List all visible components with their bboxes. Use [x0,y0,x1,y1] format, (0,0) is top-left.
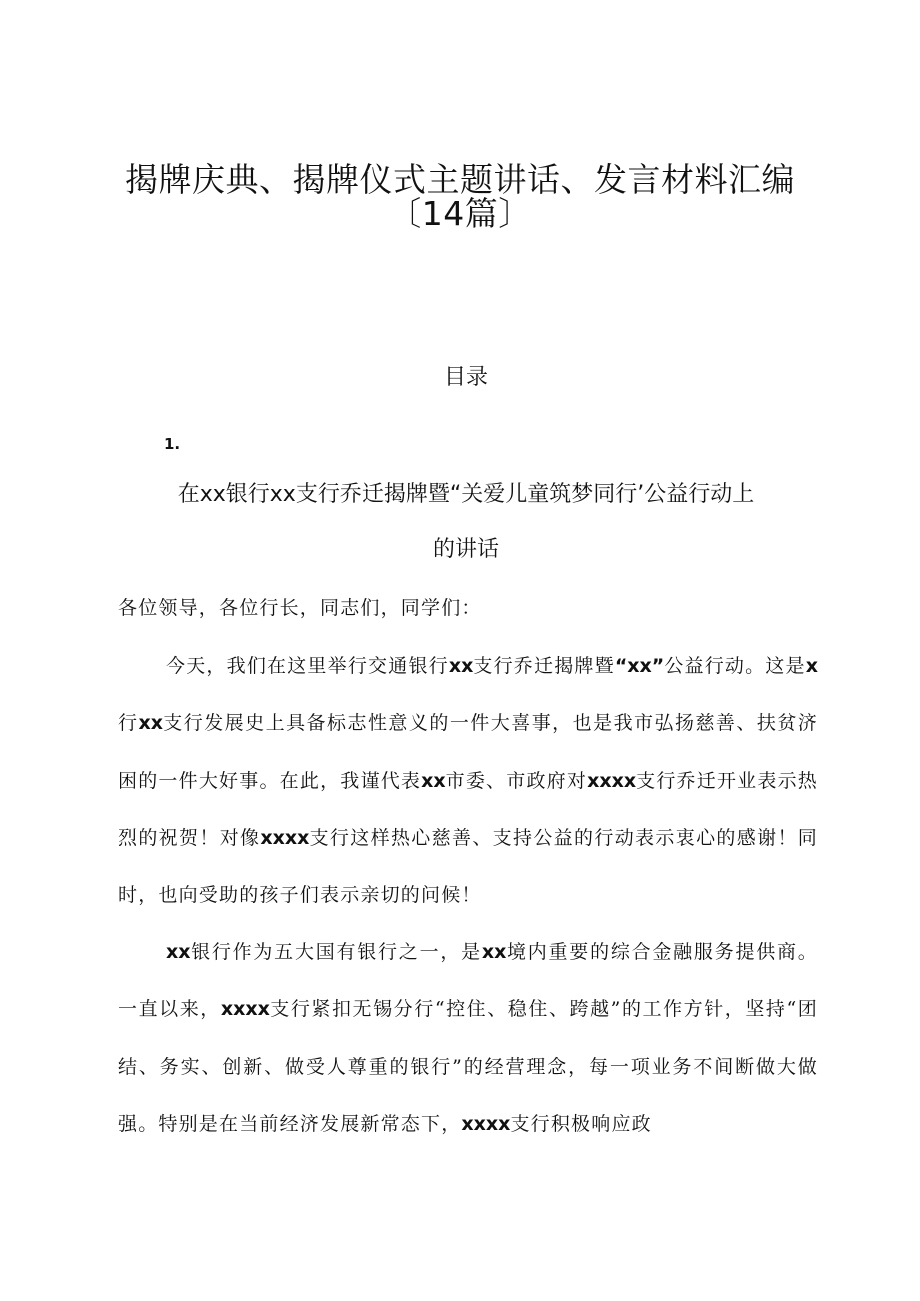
placeholder-token: xxxx [461,1112,511,1135]
placeholder-token: “xx” [614,655,665,677]
toc-heading: 目录 [443,365,488,390]
placeholder-token: xx [138,712,163,735]
toc-item-number: 1. [164,435,181,453]
document-title-count: 〔14篇〕 [388,194,532,233]
paragraph-text: 支行积极响应政 [510,1112,652,1135]
placeholder-token: xx [421,769,446,792]
paragraph-1 [118,638,818,924]
placeholder-token: xxxx [587,769,637,792]
paragraph-text: 支行发展史上具备标志性意义的一件大喜事，也是我市弘扬慈善、扶贫济困的一件大好事。在此，我谨代表 [118,712,819,792]
paragraph-2 [118,924,818,1153]
paragraph-text: 行 [118,712,139,735]
paragraph-text: 支行这样热心慈善、支持公益的行动表示衷心的感谢！同时，也向受助的孩子们表示亲切的问候！ [118,826,818,907]
placeholder-token: xxxx [260,826,310,849]
paragraph-text: 今天，我们在这里举行交通银行 [166,655,449,677]
placeholder-token: xx [166,941,191,963]
placeholder-token: xx [448,655,474,677]
paragraph-text: 市委、市政府对 [445,769,588,792]
paragraph-text: 银行作为五大国有银行之一，是 [190,941,482,963]
salutation: 各位领导，各位行长，同志们，同学们： [118,597,482,619]
speech-title: 在xx银行xx支行乔迁揭牌暨“关爱儿童筑梦同行’公益行动上 [177,482,755,507]
document-title: 揭牌庆典、揭牌仪式主题讲话、发言材料汇编 [125,160,795,199]
paragraph-text: 公益行动。这是 [664,655,806,677]
placeholder-token: x [805,655,819,677]
paragraph-text: 支行乔迁开业表示热烈的祝贺！对像 [118,769,818,849]
paragraph-text: 境内重要的综合金融服务提供商。一直以来， [118,941,818,1021]
placeholder-token: xx [481,941,507,963]
placeholder-token: xxxx [220,998,270,1021]
speech-title-continued: 的讲话 [432,537,499,562]
paragraph-text: 支行乔迁揭牌暨 [473,655,615,677]
paragraph-text: 支行紧扣无锡分行“控住、稳住、跨越”的工作方针，坚持“团结、务实、创新、做受人尊重的银行”的经营理念，每一项业务不间断做大做强。特别是在当前经济发展新常态下， [118,998,818,1135]
